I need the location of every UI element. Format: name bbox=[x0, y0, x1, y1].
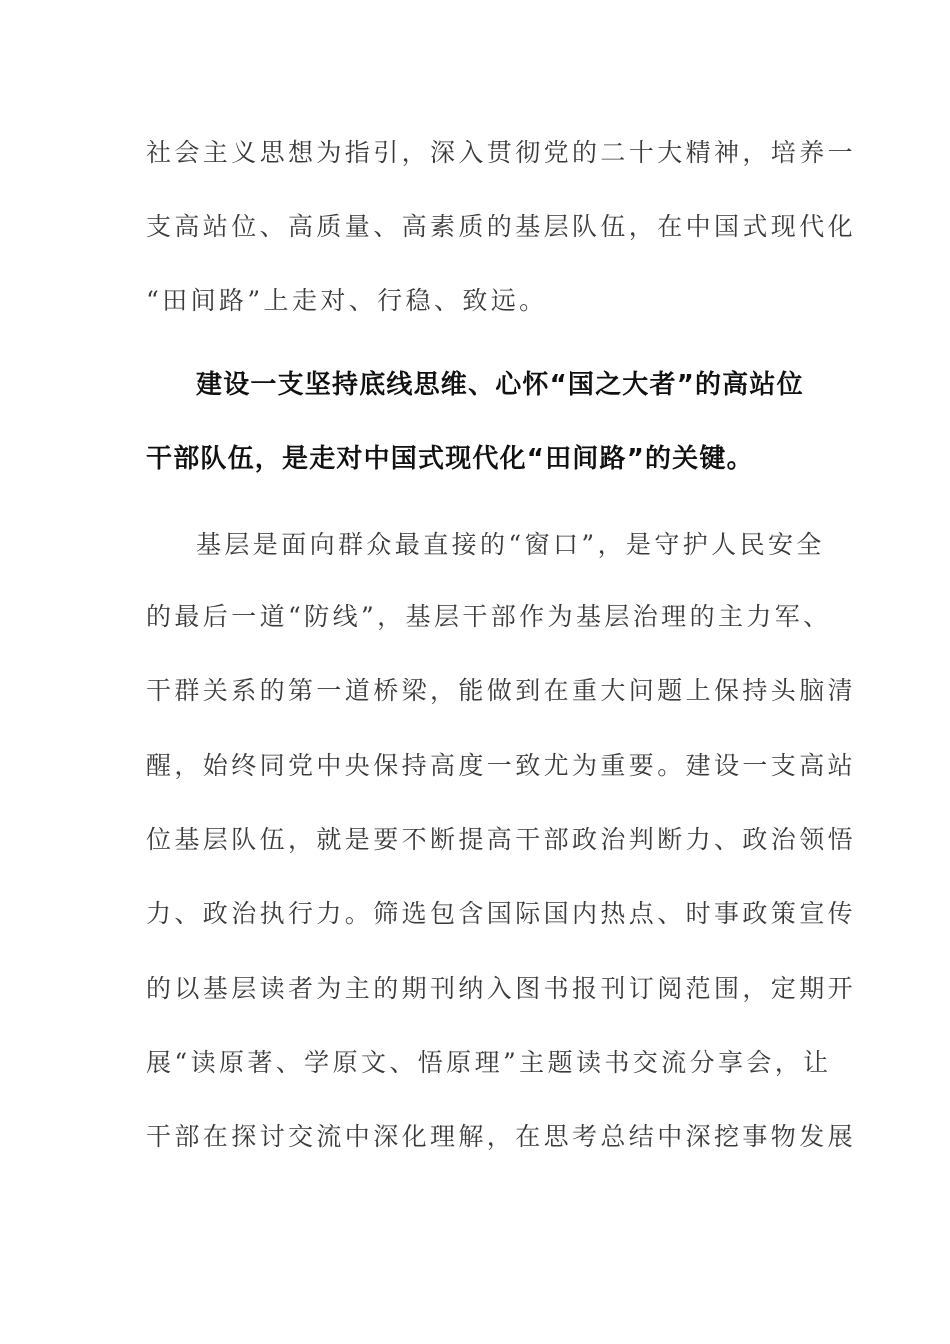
text-line: 位基层队伍，就是要不断提高干部政治判断力、政治领悟 bbox=[146, 825, 857, 854]
text-line: 基层是面向群众最直接的“窗口”，是守护人民安全 bbox=[196, 530, 825, 559]
section-heading-line: 干部队伍，是走对中国式现代化“田间路”的关键。 bbox=[146, 444, 754, 474]
text-line: “田间路”上走对、行稳、致远。 bbox=[146, 286, 548, 315]
text-line: 干群关系的第一道桥梁，能做到在重大问题上保持头脑清 bbox=[146, 676, 857, 705]
section-heading-line: 建设一支坚持底线思维、心怀“国之大者”的高站位 bbox=[196, 370, 804, 400]
text-line: 的以基层读者为主的期刊纳入图书报刊订阅范围，定期开 bbox=[146, 974, 857, 1003]
text-line: 社会主义思想为指引，深入贯彻党的二十大精神，培养一 bbox=[146, 138, 857, 167]
text-line: 支高站位、高质量、高素质的基层队伍，在中国式现代化 bbox=[146, 212, 857, 241]
text-line: 力、政治执行力。筛选包含国际国内热点、时事政策宣传 bbox=[146, 899, 857, 928]
text-line: 展“读原著、学原文、悟原理”主题读书交流分享会，让 bbox=[146, 1048, 832, 1077]
text-line: 干部在探讨交流中深化理解，在思考总结中深挖事物发展 bbox=[146, 1122, 857, 1151]
text-line: 醒，始终同党中央保持高度一致尤为重要。建设一支高站 bbox=[146, 751, 857, 780]
text-line: 的最后一道“防线”，基层干部作为基层治理的主力军、 bbox=[146, 602, 832, 631]
